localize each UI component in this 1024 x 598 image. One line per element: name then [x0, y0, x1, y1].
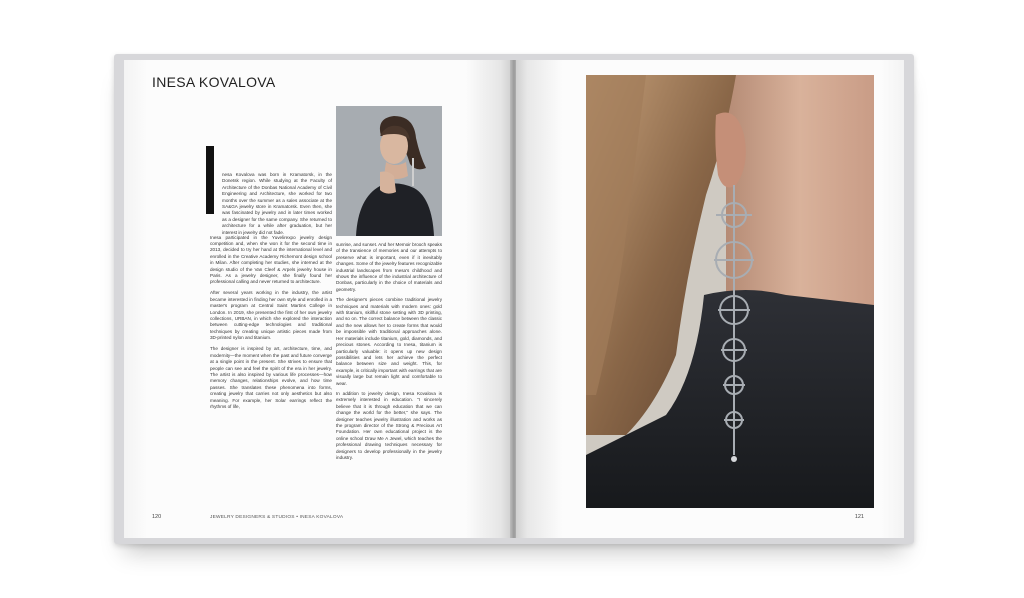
portrait-illustration — [336, 106, 442, 236]
column2-paragraph: The designer's pieces combine traditional jewelry techniques and materials with modern ones: gold with titanium, skillful stone setting with 3D printing, and so on. The correct balance between the classic and the new allows her to create forms that would be impossible with traditional approaches alone. Her materials include titanium, gold, diamonds, and precious stones. According to Inesa, titanium is particularly valuable: it opens up new design possibilities and lets her achieve the perfect balance between size and weight. This, for example, is critically important with earrings that are visually large but remain light and comfortable to wear. — [336, 297, 442, 386]
intro-paragraph: nesa Kovalova was born in Kramatorsk, in the Donetsk region. While studying at the Faculty of Architecture of the Donbas National Academy of Civil Engineering and Architecture, she worked for two months over the summer as a sales associate at the SA&GA jewelry store in Kramatorsk. Even then, she was fascinated by jewelry and in later times worked as a designer for the same company. She returned to architecture for a while after graduation, but her interest in jewelry did not fade. — [222, 172, 332, 235]
column1-paragraph: Inesa participated in the Yuvelirexpo jewelry design competition and, when she won it for the second time in 2013, decided to try her hand at the international level and enrolled in the Creative Academy Richemont design school in Milan. After completing her studies, she interned at the design studio of the Van Cleef & Arpels jewelry house in Paris. As a jewelry designer, she finally found her professional calling and never returned to architecture. — [210, 234, 332, 285]
column1-paragraph: After several years working in the industry, the artist became interested in finding her own style and enrolled in a master's program at Central Saint Martins College in London. In 2019, she presented the first of her own jewelry collections, URBAN, in which she explored the interaction between cutting-edge technologies and traditional techniques by creating unique artistic pieces made from 3D-printed nylon and titanium. — [210, 290, 332, 341]
column-1 — [210, 230, 332, 415]
earring-photo-illustration — [586, 75, 874, 508]
left-page — [124, 60, 512, 538]
designer-portrait-image — [336, 106, 442, 236]
column2-paragraph: sunrise, and sunset. And her Memoir brooch speaks of the transience of memories and our attempts to preserve what is important, even if it inevitably changes. Some of the jewelry features recognizable industrial landscapes from Inesa's childhood and shows the influence of the industrial architecture of Donbas, particularly in the choice of materials and geometry. — [336, 242, 442, 292]
page-title: INESA KOVALOVA — [152, 74, 276, 90]
page-number-right: 121 — [854, 514, 864, 520]
open-book — [114, 54, 914, 544]
running-footer: JEWELRY DESIGNERS & STUDIOS • INESA KOVALOVA — [210, 515, 344, 520]
column-2 — [336, 242, 442, 465]
page-number-left: 120 — [152, 514, 162, 520]
earring-photo — [586, 75, 874, 508]
column2-paragraph: In addition to jewelry design, Inesa Kovalova is extremely interested in education. "I sincerely believe that it is through education that we can change the world for the better," she says. The designer teaches jewelry illustration and works as the program director of the Strong & Precious Art Foundation. Her own educational project is the online school Draw Me A Jewel, which teaches the professional drawing techniques necessary for designers to develop professionally in the jewelry industry. — [336, 390, 442, 460]
right-page — [516, 60, 904, 538]
drop-cap-bar — [206, 146, 214, 214]
column1-paragraph: The designer is inspired by art, architecture, time, and modernity—the moment when the past and future converge at a single point in the present. She strives to ensure that people can see and feel the spirit of the era in her jewelry. The artist is also inspired by various life processes—how memory changes, relationships evolve, and how time passes. She translates these phenomena into forms, creating jewelry that carries not only aesthetics but also meaning. For example, her Solar earrings reflect the rhythms of life, — [210, 346, 332, 409]
